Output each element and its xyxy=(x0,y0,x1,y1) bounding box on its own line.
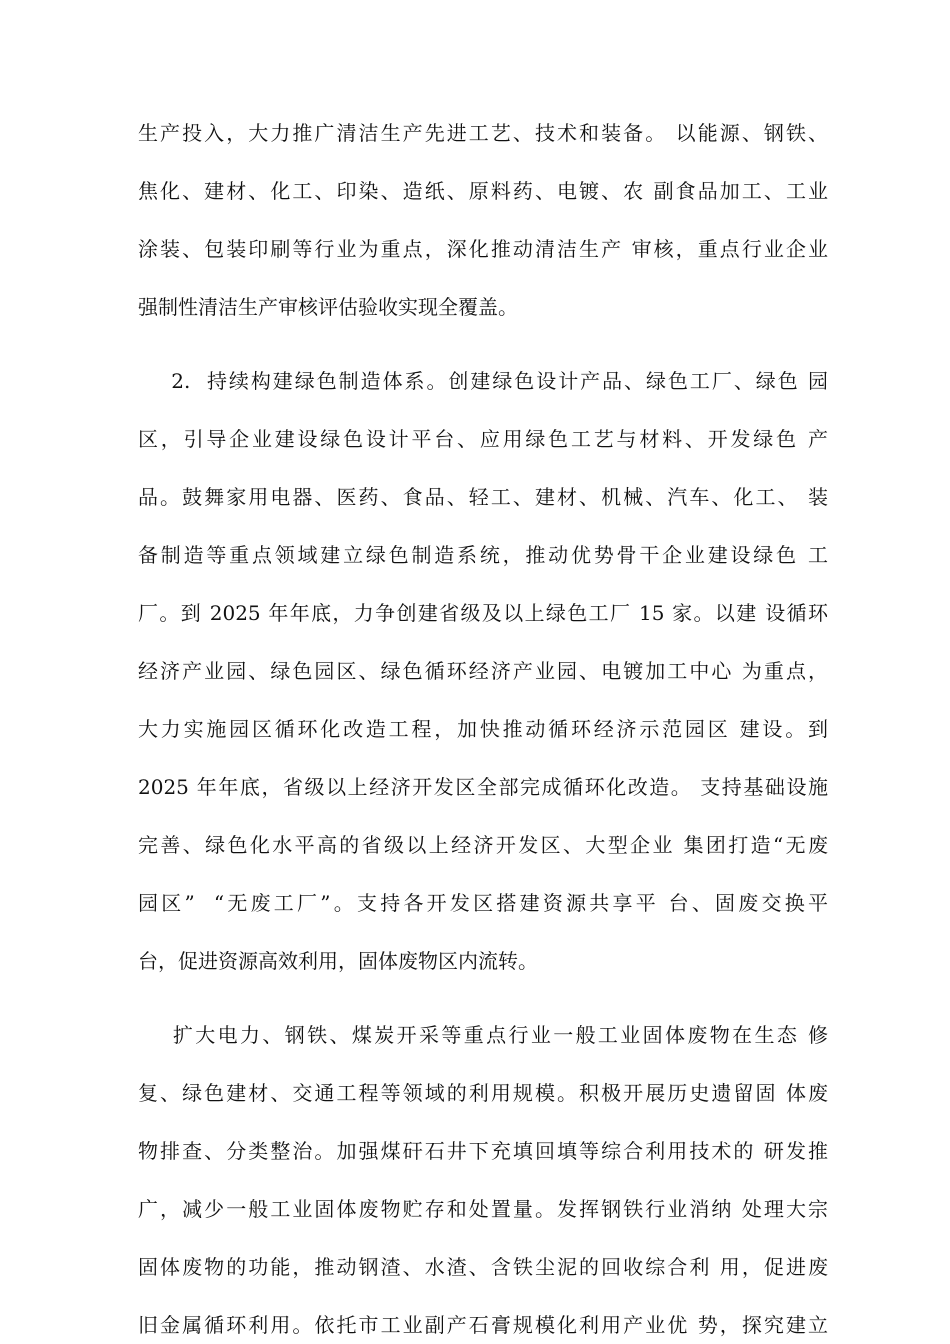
paragraph-2-line-7: 大力实施园区循环化改造工程，加快推动循环经济示范园区 建设。到 xyxy=(138,717,828,741)
paragraph-1-line-1: 生产投入，大力推广清洁生产先进工艺、技术和装备。 以能源、钢铁、 xyxy=(138,121,828,145)
paragraph-1-line-3: 涂装、包装印刷等行业为重点，深化推动清洁生产 审核，重点行业企业 xyxy=(138,237,828,261)
paragraph-2-line-9: 完善、绿色化水平高的省级以上经济开发区、大型企业 集团打造“无废 xyxy=(138,833,828,857)
paragraph-2-line-8: 2025 年年底，省级以上经济开发区全部完成循环化改造。 支持基础设施 xyxy=(138,775,828,799)
paragraph-3-line-2: 复、绿色建材、交通工程等领域的利用规模。积极开展历史遗留固 体废 xyxy=(138,1081,828,1105)
paragraph-2-line-2: 区，引导企业建设绿色设计平台、应用绿色工艺与材料、开发绿色 产 xyxy=(138,427,828,451)
paragraph-3-line-1: 扩大电力、钢铁、煤炭开采等重点行业一般工业固体废物在生态 修 xyxy=(138,1023,828,1047)
paragraph-2-line-6: 经济产业园、绿色园区、绿色循环经济产业园、电镀加工中心 为重点， xyxy=(138,659,828,683)
paragraph-2-line-5: 厂。到 2025 年年底，力争创建省级及以上绿色工厂 15 家。以建 设循环 xyxy=(138,601,828,625)
paragraph-2-line-10: 园区” “无废工厂”。支持各开发区搭建资源共享平 台、固废交换平 xyxy=(138,891,828,915)
paragraph-1-line-2: 焦化、建材、化工、印染、造纸、原料药、电镀、农 副食品加工、工业 xyxy=(138,179,828,203)
paragraph-3-line-3: 物排查、分类整治。加强煤矸石井下充填回填等综合利用技术的 研发推 xyxy=(138,1139,828,1163)
paragraph-2-line-11: 台，促进资源高效利用，固体废物区内流转。 xyxy=(138,949,538,973)
paragraph-3-line-5: 固体废物的功能，推动钢渣、水渣、含铁尘泥的回收综合利 用，促进废 xyxy=(138,1255,828,1279)
paragraph-2-line-3: 品。鼓舞家用电器、医药、食品、轻工、建材、机械、汽车、化工、 装 xyxy=(138,485,828,509)
paragraph-3-line-6: 旧金属循环利用。依托市工业副产石膏规模化利用产业优 势，探究建立 xyxy=(138,1313,828,1337)
paragraph-3-line-4: 广，减少一般工业固体废物贮存和处置量。发挥钢铁行业消纳 处理大宗 xyxy=(138,1197,828,1221)
paragraph-1-line-4: 强制性清洁生产审核评估验收实现全覆盖。 xyxy=(138,295,518,319)
paragraph-2-line-1: 2. 持续构建绿色制造体系。创建绿色设计产品、绿色工厂、绿色 园 xyxy=(138,369,828,393)
paragraph-2-line-4: 备制造等重点领域建立绿色制造系统，推动优势骨干企业建设绿色 工 xyxy=(138,543,828,567)
